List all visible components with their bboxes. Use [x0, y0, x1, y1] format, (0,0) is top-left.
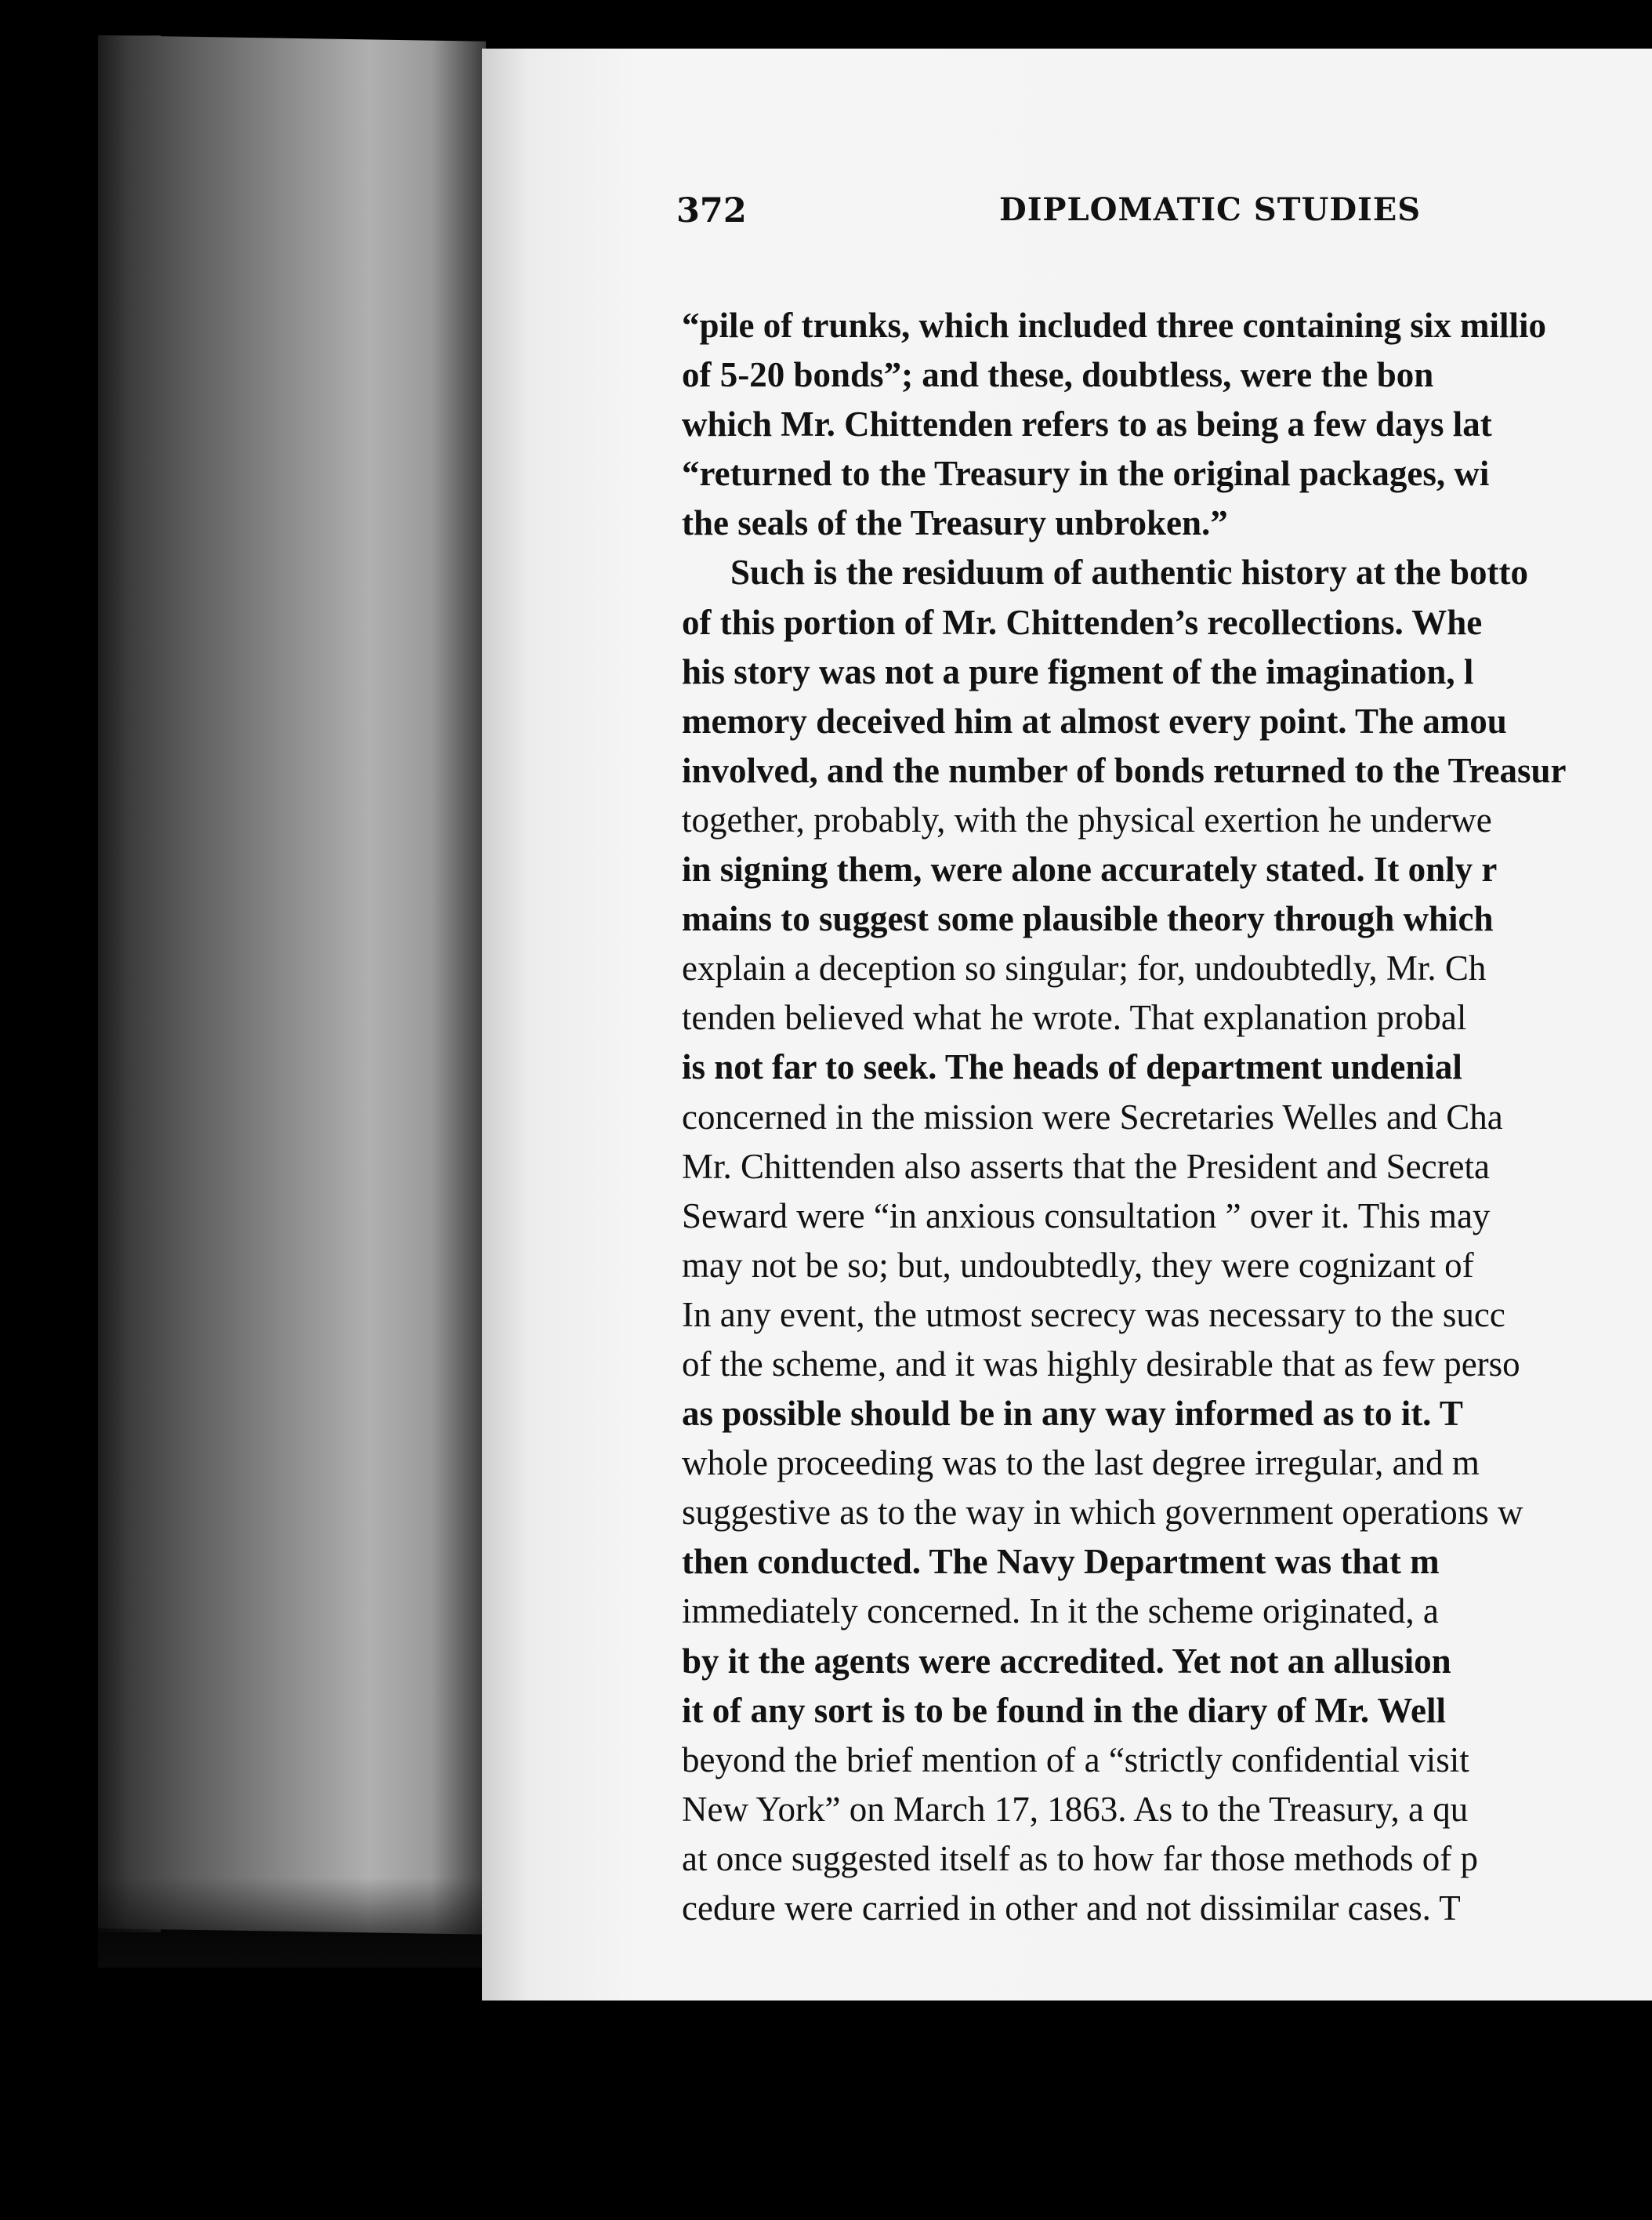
text-line: the seals of the Treasury unbroken.” — [682, 503, 1228, 543]
text-line: as possible should be in any way informed as to it. T — [682, 1394, 1463, 1434]
text-line: explain a deception so singular; for, undoubtedly, Mr. Ch — [682, 949, 1487, 988]
page-number: 372 — [676, 191, 747, 230]
text-line: at once suggested itself as to how far those methods of p — [682, 1838, 1479, 1878]
text-line: is not far to seek. The heads of department undenial — [682, 1047, 1462, 1087]
text-line: Such is the residuum of authentic history at the botto — [730, 553, 1528, 593]
text-line: which Mr. Chittenden refers to as being a few days lat — [682, 404, 1492, 444]
text-line: it of any sort is to be found in the diary of Mr. Well — [682, 1690, 1447, 1730]
text-line: involved, and the number of bonds returned to the Treasur — [682, 750, 1567, 790]
text-line: beyond the brief mention of a “strictly confidential visit — [682, 1739, 1469, 1779]
text-line: may not be so; but, undoubtedly, they were cognizant of — [682, 1245, 1474, 1285]
text-line: In any event, the utmost secrecy was necessary to the succ — [682, 1294, 1505, 1334]
book-page — [482, 49, 1652, 2001]
text-line: then conducted. The Navy Department was that m — [682, 1542, 1440, 1582]
text-line: suggestive as to the way in which government operations w — [682, 1493, 1523, 1533]
text-line: together, probably, with the physical exertion he underwe — [682, 800, 1492, 840]
binding-bottom-shadow — [98, 1877, 486, 1968]
text-line: “pile of trunks, which included three containing six millio — [682, 306, 1547, 345]
text-line: concerned in the mission were Secretaries Welles and Cha — [682, 1097, 1503, 1137]
text-line: in signing them, were alone accurately stated. It only r — [682, 850, 1498, 890]
text-line: Mr. Chittenden also asserts that the President and Secreta — [682, 1146, 1491, 1186]
text-line: “returned to the Treasury in the original packages, wi — [682, 454, 1490, 494]
text-line: New York” on March 17, 1863. As to the Treasury, a qu — [682, 1789, 1469, 1829]
text-line: of 5-20 bonds”; and these, doubtless, were the bon — [682, 355, 1434, 395]
text-line: by it the agents were accredited. Yet not an allusion — [682, 1641, 1451, 1681]
running-head — [482, 191, 1652, 254]
running-head-title: DIPLOMATIC STUDIES — [999, 191, 1422, 228]
text-line: tenden believed what he wrote. That explanation probal — [682, 998, 1467, 1038]
text-line: immediately concerned. In it the scheme originated, a — [682, 1591, 1439, 1631]
text-line: his story was not a pure figment of the imagination, l — [682, 651, 1474, 691]
body-text — [682, 301, 1652, 1933]
facing-page-edge — [98, 35, 486, 1935]
text-line: cedure were carried in other and not dissimilar cases. T — [682, 1888, 1461, 1928]
text-line: whole proceeding was to the last degree irregular, and m — [682, 1443, 1480, 1483]
text-line: Seward were “in anxious consultation ” over it. This may — [682, 1195, 1491, 1235]
text-line: of this portion of Mr. Chittenden’s recollections. Whe — [682, 602, 1483, 642]
text-line: memory deceived him at almost every point. The amou — [682, 701, 1507, 741]
text-line: mains to suggest some plausible theory through which — [682, 899, 1494, 939]
text-line: of the scheme, and it was highly desirable that as few perso — [682, 1344, 1520, 1384]
